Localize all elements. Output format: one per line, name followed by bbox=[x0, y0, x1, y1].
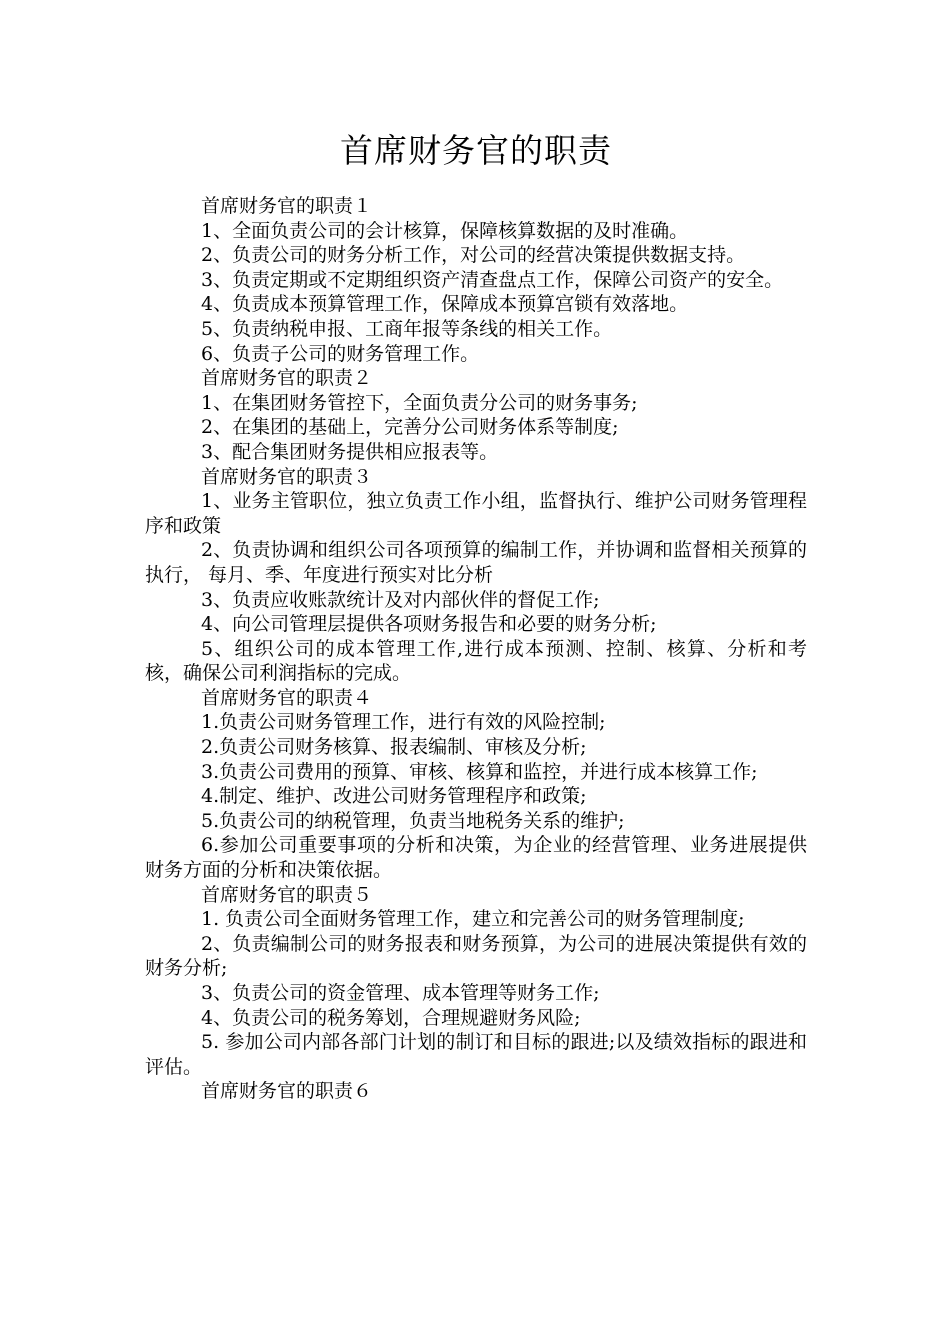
section-heading: 首席财务官的职责２ bbox=[201, 367, 373, 390]
duty-item: 2、负责公司的财务分析工作，对公司的经营决策提供数据支持。 bbox=[201, 244, 746, 267]
section-heading: 首席财务官的职责３ bbox=[201, 465, 373, 488]
document-page bbox=[145, 0, 807, 1104]
duty-item: 4.制定、维护、改进公司财务管理程序和政策; bbox=[201, 785, 587, 808]
duty-item: 3、负责应收账款统计及对内部伙伴的督促工作; bbox=[201, 588, 600, 611]
duty-item: 1、全面负责公司的会计核算，保障核算数据的及时准确。 bbox=[201, 219, 689, 242]
duty-item: 3.负责公司费用的预算、审核、核算和监控，并进行成本核算工作; bbox=[201, 760, 758, 783]
duty-item: 3、负责定期或不定期组织资产清查盘点工作，保障公司资产的安全。 bbox=[201, 268, 784, 291]
duty-item: 2、负责协调和组织公司各项预算的编制工作，并协调和监督相关预算的执行， 每月、季、年度进行预实对比分析 bbox=[145, 539, 807, 586]
duty-item: 4、负责公司的税务筹划，合理规避财务风险; bbox=[201, 1006, 581, 1029]
document-body bbox=[145, 194, 807, 1104]
duty-item: 3、负责公司的资金管理、成本管理等财务工作; bbox=[201, 982, 600, 1004]
duty-item: 4、向公司管理层提供各项财务报告和必要的财务分析; bbox=[201, 613, 657, 636]
document-title: 首席财务官的职责 bbox=[340, 131, 612, 170]
duty-item: 2.负责公司财务核算、报表编制、审核及分析; bbox=[201, 736, 587, 759]
duty-item: 1、在集团财务管控下，全面负责分公司的财务事务; bbox=[201, 391, 638, 414]
duty-item: 5. 参加公司内部各部门计划的制订和目标的跟进;以及绩效指标的跟进和评估。 bbox=[145, 1031, 807, 1078]
duty-item: 1. 负责公司全面财务管理工作，建立和完善公司的财务管理制度; bbox=[201, 908, 745, 931]
duty-item: 1、业务主管职位，独立负责工作小组，监督执行、维护公司财务管理程序和政策 bbox=[145, 490, 807, 537]
duty-item: 5、组织公司的成本管理工作,进行成本预测、控制、核算、分析和考核，确保公司利润指标的完成。 bbox=[145, 637, 807, 685]
duty-item: 3、配合集团财务提供相应报表等。 bbox=[201, 440, 499, 463]
duty-item: 2、负责编制公司的财务报表和财务预算，为公司的进展决策提供有效的财务分析; bbox=[145, 932, 807, 980]
duty-item: 6、负责子公司的财务管理工作。 bbox=[201, 342, 480, 365]
duty-item: 6.参加公司重要事项的分析和决策，为企业的经营管理、业务进展提供财务方面的分析和决策依据。 bbox=[145, 834, 807, 882]
section-heading: 首席财务官的职责５ bbox=[201, 883, 373, 906]
duty-item: 1.负责公司财务管理工作，进行有效的风险控制; bbox=[201, 711, 606, 734]
section-heading: 首席财务官的职责６ bbox=[201, 1080, 373, 1103]
section-heading: 首席财务官的职责４ bbox=[201, 686, 373, 709]
duty-item: 5.负责公司的纳税管理，负责当地税务关系的维护; bbox=[201, 809, 625, 832]
duty-item: 2、在集团的基础上，完善分公司财务体系等制度; bbox=[201, 416, 619, 439]
section-heading: 首席财务官的职责１ bbox=[201, 195, 373, 217]
duty-item: 5、负责纳税申报、工商年报等条线的相关工作。 bbox=[201, 317, 613, 340]
duty-item: 4、负责成本预算管理工作，保障成本预算宫锁有效落地。 bbox=[201, 293, 689, 316]
